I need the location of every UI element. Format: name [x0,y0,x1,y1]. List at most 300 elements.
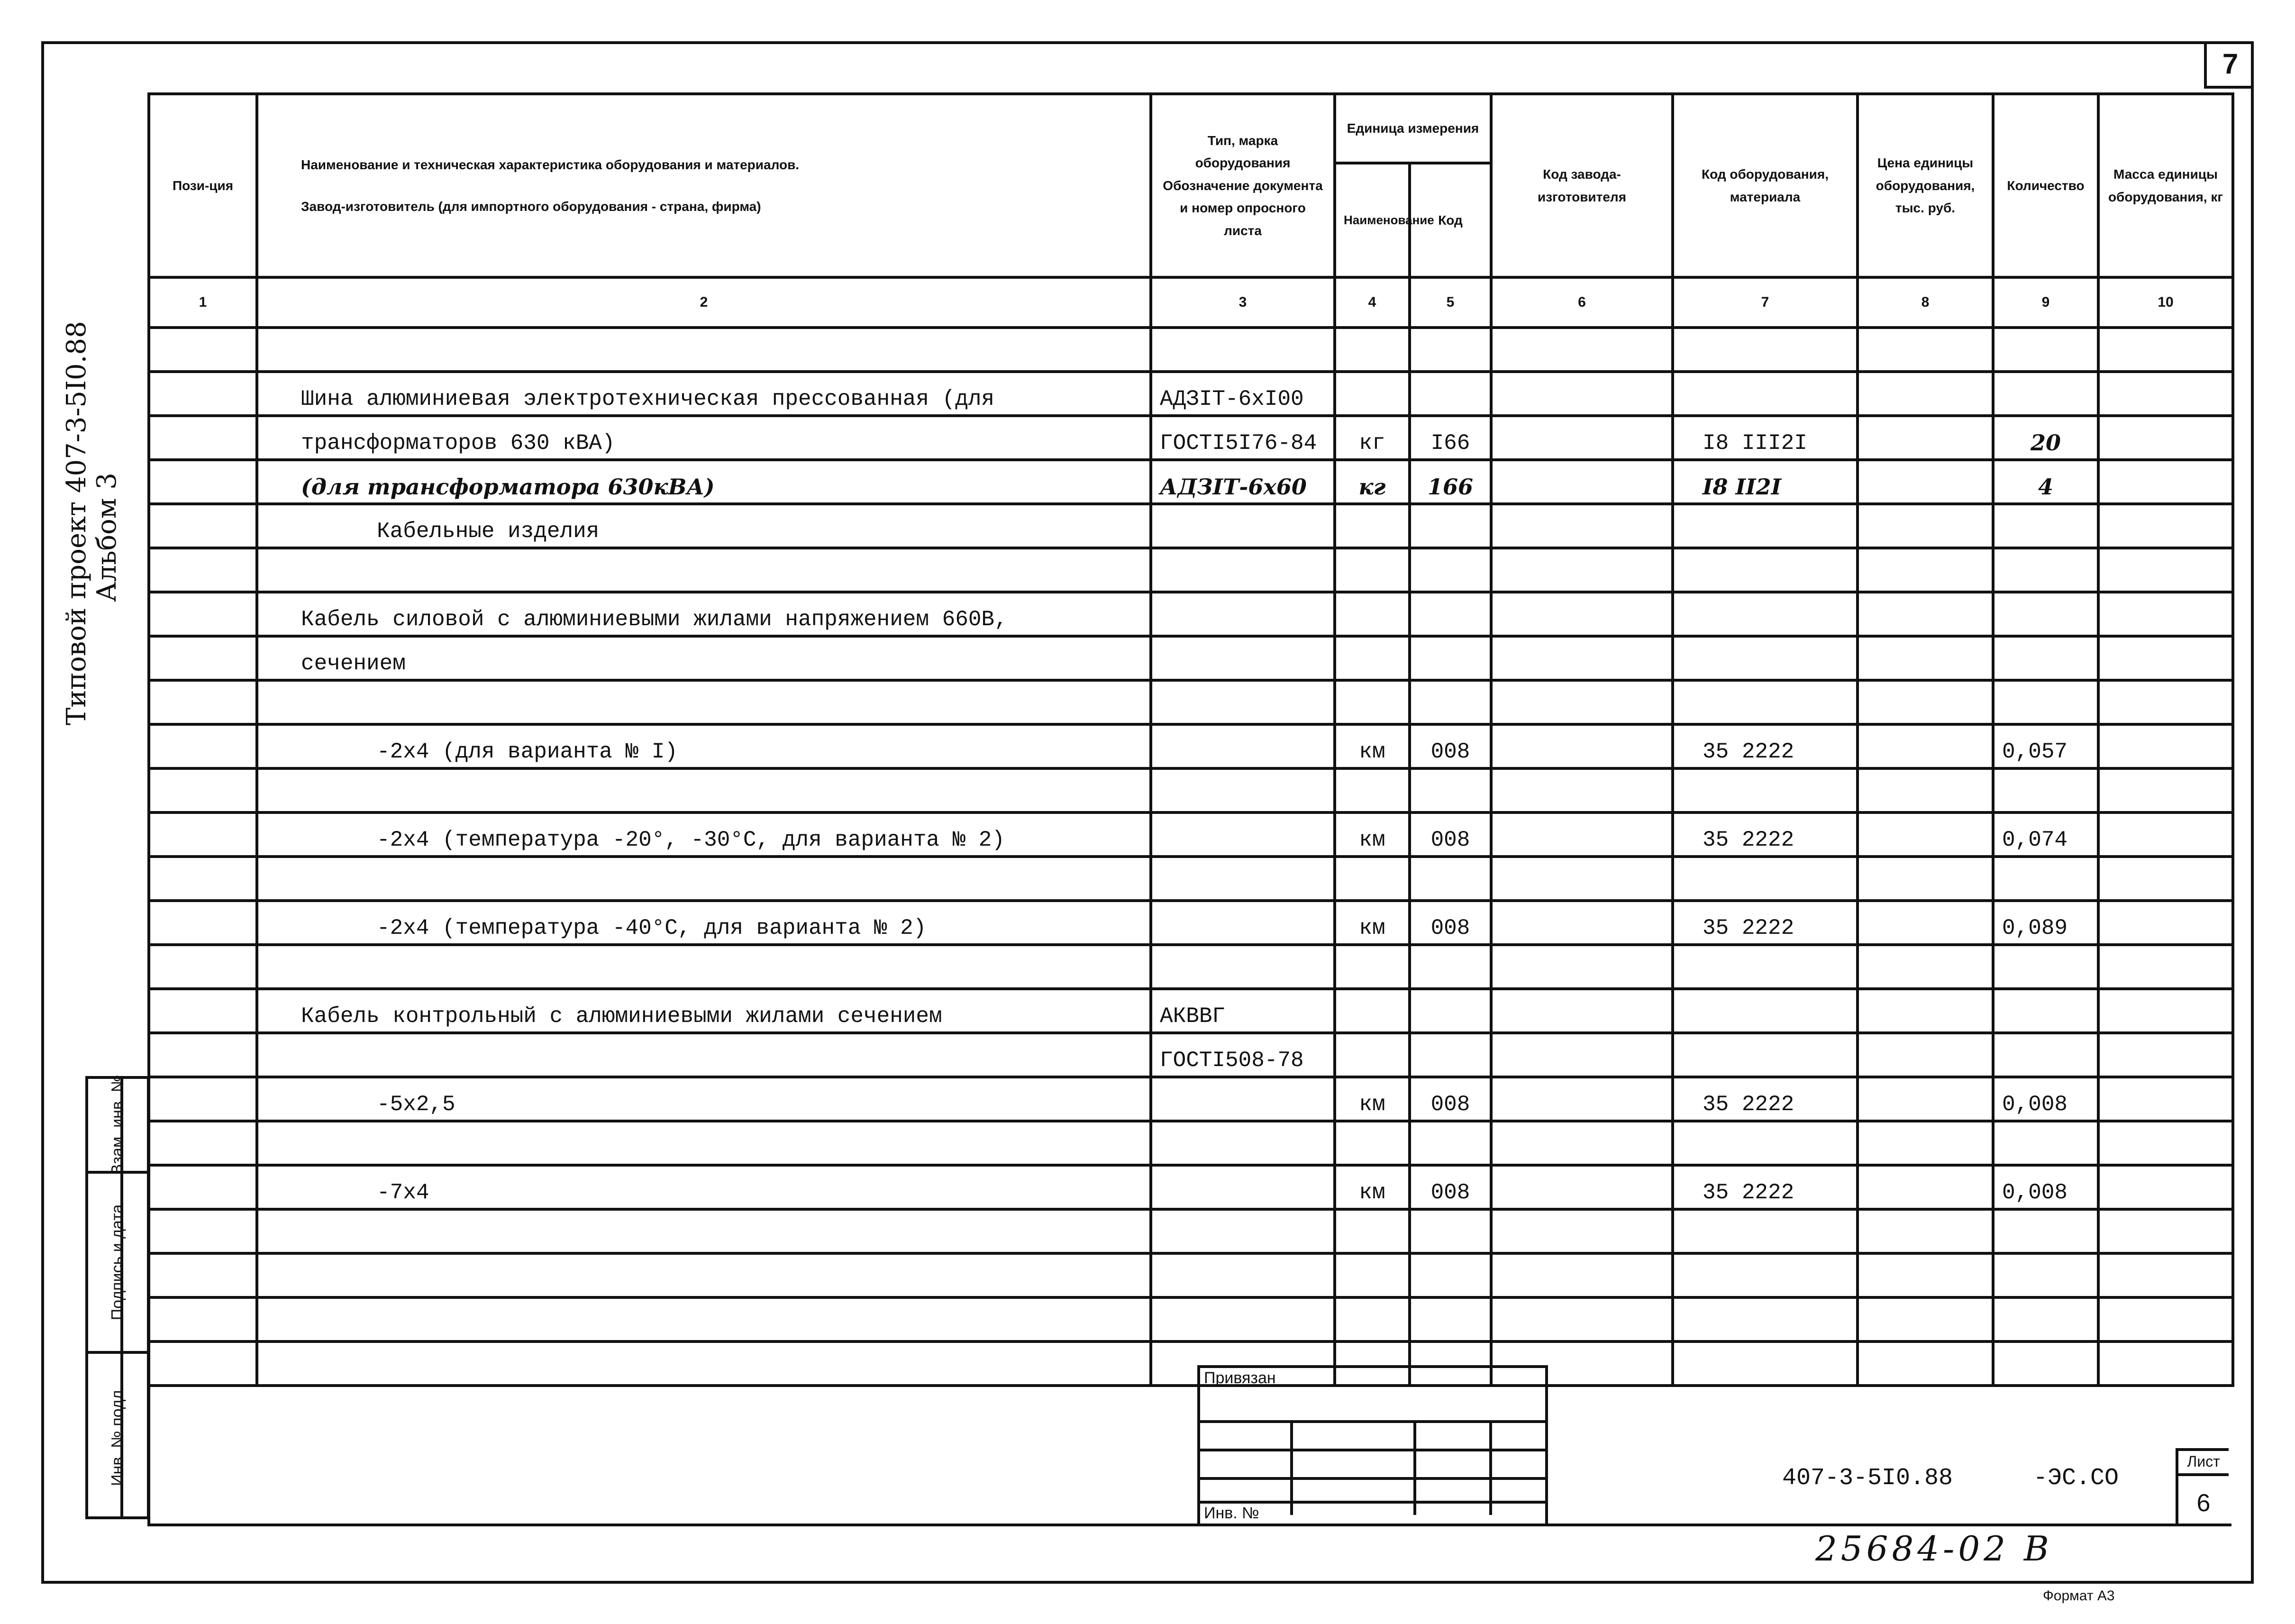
cell-unit [1335,857,1410,901]
cell-qty [1993,1033,2098,1077]
sheet-number: 6 [2196,1489,2211,1517]
cell-name [257,768,1151,812]
cell-qty [1993,636,2098,680]
cell-name: (для трансформатора 630кВА) [257,460,1151,504]
cell-pos [149,328,257,372]
cell-name: -2х4 (для варианта № I) [257,724,1151,768]
cell-mass [2098,1077,2233,1121]
cell-qty [1993,328,2098,372]
cell-qty: 0,008 [1993,1165,2098,1209]
cell-qty [1993,989,2098,1033]
cell-name [257,1209,1151,1253]
cell-name [257,1297,1151,1341]
cell-price [1858,1297,1993,1341]
table-row [149,328,2233,372]
cell-pos [149,901,257,945]
column-number: 4 [1335,277,1410,328]
cell-pos [149,768,257,812]
table-row [149,989,2233,1033]
cell-unit [1335,1121,1410,1165]
cell-qty [1993,1121,2098,1165]
cell-type [1151,857,1335,901]
cell-factory [1491,857,1673,901]
cell-code [1410,768,1491,812]
header-type: Тип, марка оборудования Обозначение документа и номер опросного листа [1151,94,1335,277]
column-number: 7 [1673,277,1858,328]
table-row [149,1033,2233,1077]
cell-type [1151,504,1335,548]
column-number: 6 [1491,277,1673,328]
cell-unit [1335,989,1410,1033]
cell-mass [2098,460,2233,504]
cell-unit: км [1335,1077,1410,1121]
cell-pos [149,1297,257,1341]
cell-type: ГОСТI508-78 [1151,1033,1335,1077]
cell-price [1858,1253,1993,1297]
cell-name [257,548,1151,592]
header-unit-name: Наименование [1335,163,1410,277]
cell-price [1858,724,1993,768]
cell-name: -2х4 (температура -20°, -30°С, для варианта № 2) [257,812,1151,857]
cell-factory [1491,1121,1673,1165]
header-quantity: Количество [1993,94,2098,277]
cell-name [257,857,1151,901]
cell-type: АДЗIТ-6хI00 [1151,372,1335,416]
privyazan-line [1200,1501,1545,1504]
cell-unit [1335,372,1410,416]
format-label: Формат А3 [2043,1588,2115,1604]
cell-qty [1993,1297,2098,1341]
cell-code: 008 [1410,812,1491,857]
podp-label: Подпись и дата [108,1204,127,1321]
cell-mat: 35 2222 [1673,901,1858,945]
cell-factory [1491,724,1673,768]
cell-unit [1335,592,1410,636]
cell-unit: кг [1335,416,1410,460]
cell-name: -7х4 [257,1165,1151,1209]
cell-type [1151,812,1335,857]
cell-code: 008 [1410,1165,1491,1209]
cell-type [1151,724,1335,768]
cell-mass [2098,724,2233,768]
table-row [149,680,2233,724]
cell-factory [1491,1253,1673,1297]
table-row [149,504,2233,548]
cell-unit [1335,548,1410,592]
cell-type [1151,1253,1335,1297]
cell-factory [1491,328,1673,372]
cell-unit: кг [1335,460,1410,504]
table-row [149,636,2233,680]
cell-mat [1673,1121,1858,1165]
cell-unit: км [1335,812,1410,857]
cell-code: 008 [1410,1077,1491,1121]
header-row [149,94,2233,163]
column-number: 8 [1858,277,1993,328]
specification-table [147,92,2234,1387]
privyazan-inv-label: Инв. № [1204,1504,1259,1522]
cell-code [1410,857,1491,901]
inv-podl-label: Инв. № подл. [108,1385,127,1486]
side-title-line1: Типовой проект 407-3-5I0.88 [61,321,92,725]
cell-qty [1993,857,2098,901]
cell-unit: км [1335,1165,1410,1209]
column-number: 9 [1993,277,2098,328]
cell-price [1858,812,1993,857]
cell-mass [2098,1121,2233,1165]
cell-mass [2098,1033,2233,1077]
cell-pos [149,989,257,1033]
cell-unit [1335,1033,1410,1077]
cell-mat [1673,1297,1858,1341]
table-row [149,1253,2233,1297]
cell-qty: 20 [1993,416,2098,460]
cell-pos [149,1209,257,1253]
cell-price [1858,460,1993,504]
cell-mat [1673,1033,1858,1077]
column-number: 10 [2098,277,2233,328]
cell-qty [1993,372,2098,416]
cell-factory [1491,812,1673,857]
header-name-line1: Наименование и техническая характеристика оборудования и материалов. [301,157,800,172]
table-row [149,1165,2233,1209]
cell-code [1410,636,1491,680]
cell-price [1858,1077,1993,1121]
table-row [149,592,2233,636]
table-row [149,901,2233,945]
table-row [149,1077,2233,1121]
cell-type [1151,592,1335,636]
cell-factory [1491,901,1673,945]
document-suffix: -ЭС.СО [2033,1465,2119,1492]
cell-qty: 4 [1993,460,2098,504]
header-factory-code: Код завода-изготовителя [1491,94,1673,277]
cell-mat [1673,504,1858,548]
cell-mass [2098,1209,2233,1253]
side-title-line2: Альбом 3 [91,473,123,602]
privyazan-label: Привязан [1204,1369,1276,1387]
cell-unit [1335,945,1410,989]
inventory-number: 25684-02 В [1815,1529,2053,1569]
cell-mat: 35 2222 [1673,724,1858,768]
cell-pos [149,548,257,592]
table-row [149,1297,2233,1341]
cell-type [1151,636,1335,680]
cell-mass [2098,945,2233,989]
header-material-code: Код оборудования, материала [1673,94,1858,277]
cell-mat [1673,680,1858,724]
cell-type: ГОСТI5I76-84 [1151,416,1335,460]
cell-factory [1491,636,1673,680]
cell-code [1410,1253,1491,1297]
cell-price [1858,504,1993,548]
column-number: 5 [1410,277,1491,328]
cell-type [1151,548,1335,592]
cell-mat [1673,945,1858,989]
cell-pos [149,372,257,416]
cell-qty [1993,768,2098,812]
cell-pos [149,1077,257,1121]
cell-price [1858,1165,1993,1209]
cell-name [257,328,1151,372]
cell-name: -2х4 (температура -40°С, для варианта № 2) [257,901,1151,945]
cell-type [1151,328,1335,372]
cell-type [1151,1077,1335,1121]
header-unit-code: Код [1410,163,1491,277]
cell-pos [149,1253,257,1297]
cell-qty [1993,1253,2098,1297]
sheet-box [2176,1448,2229,1524]
privyazan-line [1200,1420,1545,1423]
privyazan-line [1200,1477,1545,1480]
cell-qty: 0,057 [1993,724,2098,768]
bottom-stamp-area [147,1341,2231,1526]
cell-type [1151,1165,1335,1209]
cell-name [257,1121,1151,1165]
cell-pos [149,945,257,989]
table-row [149,460,2233,504]
cell-price [1858,1121,1993,1165]
cell-name: трансформаторов 630 кВА) [257,416,1151,460]
header-position: Пози-ция [149,94,257,277]
cell-factory [1491,592,1673,636]
cell-code [1410,328,1491,372]
cell-price [1858,636,1993,680]
cell-code: 008 [1410,724,1491,768]
cell-pos [149,460,257,504]
cell-price [1858,989,1993,1033]
cell-price [1858,768,1993,812]
cell-name: -5х2,5 [257,1077,1151,1121]
cell-pos [149,680,257,724]
cell-mat [1673,328,1858,372]
cell-type [1151,768,1335,812]
cell-type [1151,1121,1335,1165]
cell-mass [2098,504,2233,548]
privyazan-vline [1413,1420,1416,1515]
cell-mass [2098,989,2233,1033]
header-mass: Масса единицы оборудования, кг [2098,94,2233,277]
cell-price [1858,945,1993,989]
cell-mat [1673,989,1858,1033]
header-name-line2: Завод-изготовитель (для импортного оборудования - страна, фирма) [301,199,761,214]
cell-type: АКВВГ [1151,989,1335,1033]
cell-type [1151,1297,1335,1341]
cell-qty [1993,548,2098,592]
privyazan-block [1197,1365,1548,1526]
table-row [149,416,2233,460]
table-row [149,372,2233,416]
cell-factory [1491,945,1673,989]
cell-mass [2098,1297,2233,1341]
table-body [149,328,2233,1386]
cell-code [1410,504,1491,548]
cell-pos [149,857,257,901]
cell-mat [1673,372,1858,416]
cell-factory [1491,1297,1673,1341]
cell-price [1858,680,1993,724]
table-row [149,724,2233,768]
left-stamp [85,1076,150,1519]
cell-type: АДЗIТ-6х60 [1151,460,1335,504]
cell-pos [149,1033,257,1077]
cell-qty: 0,074 [1993,812,2098,857]
cell-code [1410,1121,1491,1165]
cell-name [257,1033,1151,1077]
cell-code [1410,945,1491,989]
table-row [149,945,2233,989]
cell-code: 166 [1410,460,1491,504]
cell-type [1151,680,1335,724]
cell-price [1858,1033,1993,1077]
cell-mat: 35 2222 [1673,1165,1858,1209]
cell-name [257,945,1151,989]
table-row [149,1121,2233,1165]
cell-unit [1335,1209,1410,1253]
cell-qty [1993,680,2098,724]
cell-factory [1491,768,1673,812]
sheet-label: Лист [2178,1453,2229,1476]
cell-unit [1335,504,1410,548]
cell-price [1858,372,1993,416]
cell-qty: 0,008 [1993,1077,2098,1121]
cell-factory [1491,1033,1673,1077]
cell-factory [1491,1077,1673,1121]
column-numbers-row [149,277,2233,328]
cell-mat [1673,636,1858,680]
cell-mass [2098,1165,2233,1209]
cell-mass [2098,328,2233,372]
cell-mat: 35 2222 [1673,1077,1858,1121]
left-stamp-inv [88,1354,147,1517]
cell-name: Кабель контрольный с алюминиевыми жилами сечением [257,989,1151,1033]
cell-mass [2098,372,2233,416]
cell-code: I66 [1410,416,1491,460]
header-price: Цена единицы оборудования, тыс. руб. [1858,94,1993,277]
cell-unit: км [1335,724,1410,768]
cell-mat: I8 III2I [1673,416,1858,460]
cell-price [1858,1209,1993,1253]
cell-name [257,680,1151,724]
header-unit-group: Единица измерения [1335,94,1491,163]
cell-code [1410,548,1491,592]
table-row [149,812,2233,857]
document-code: 407-3-5I0.88 [1782,1465,1953,1492]
cell-unit [1335,1297,1410,1341]
cell-mass [2098,901,2233,945]
cell-code [1410,592,1491,636]
cell-unit [1335,680,1410,724]
table-row [149,857,2233,901]
cell-price [1858,328,1993,372]
cell-type [1151,945,1335,989]
cell-mass [2098,416,2233,460]
cell-name: Кабель силовой с алюминиевыми жилами напряжением 660В, [257,592,1151,636]
cell-pos [149,812,257,857]
cell-pos [149,416,257,460]
side-project-title [62,321,123,725]
left-stamp-podp [88,1174,147,1354]
cell-qty: 0,089 [1993,901,2098,945]
cell-mat: I8 II2I [1673,460,1858,504]
cell-unit [1335,636,1410,680]
cell-code: 008 [1410,901,1491,945]
cell-name: Шина алюминиевая электротехническая прессованная (для [257,372,1151,416]
cell-name: Кабельные изделия [257,504,1151,548]
cell-mat [1673,592,1858,636]
cell-factory [1491,460,1673,504]
cell-name: сечением [257,636,1151,680]
left-stamp-vzam [88,1075,147,1175]
cell-mass [2098,548,2233,592]
table-row [149,548,2233,592]
cell-code [1410,989,1491,1033]
cell-type [1151,901,1335,945]
cell-factory [1491,504,1673,548]
vzam-label: Взам. инв. № [108,1075,127,1175]
cell-pos [149,1121,257,1165]
cell-unit [1335,1253,1410,1297]
cell-mass [2098,857,2233,901]
cell-qty [1993,945,2098,989]
cell-mat [1673,768,1858,812]
cell-mass [2098,592,2233,636]
cell-pos [149,636,257,680]
cell-code [1410,372,1491,416]
cell-factory [1491,1209,1673,1253]
table-row [149,768,2233,812]
cell-code [1410,1209,1491,1253]
header-name [257,94,1151,277]
cell-price [1858,901,1993,945]
cell-unit: км [1335,901,1410,945]
sheet-corner-number: 7 [2204,41,2254,89]
cell-factory [1491,1165,1673,1209]
privyazan-vline [1290,1420,1293,1515]
cell-price [1858,548,1993,592]
cell-code [1410,680,1491,724]
cell-mass [2098,768,2233,812]
cell-factory [1491,416,1673,460]
cell-pos [149,724,257,768]
cell-unit [1335,328,1410,372]
cell-factory [1491,372,1673,416]
cell-name [257,1253,1151,1297]
cell-mat [1673,857,1858,901]
cell-code [1410,1033,1491,1077]
cell-qty [1993,504,2098,548]
privyazan-vline [1489,1420,1492,1515]
cell-price [1858,857,1993,901]
cell-unit [1335,768,1410,812]
cell-factory [1491,989,1673,1033]
cell-factory [1491,680,1673,724]
cell-type [1151,1209,1335,1253]
cell-pos [149,1165,257,1209]
cell-qty [1993,592,2098,636]
cell-mass [2098,1253,2233,1297]
cell-code [1410,1297,1491,1341]
privyazan-line [1200,1449,1545,1451]
table-row [149,1209,2233,1253]
cell-price [1858,592,1993,636]
column-number: 3 [1151,277,1335,328]
column-number: 2 [257,277,1151,328]
cell-mat [1673,548,1858,592]
cell-qty [1993,1209,2098,1253]
cell-mat [1673,1209,1858,1253]
cell-factory [1491,548,1673,592]
